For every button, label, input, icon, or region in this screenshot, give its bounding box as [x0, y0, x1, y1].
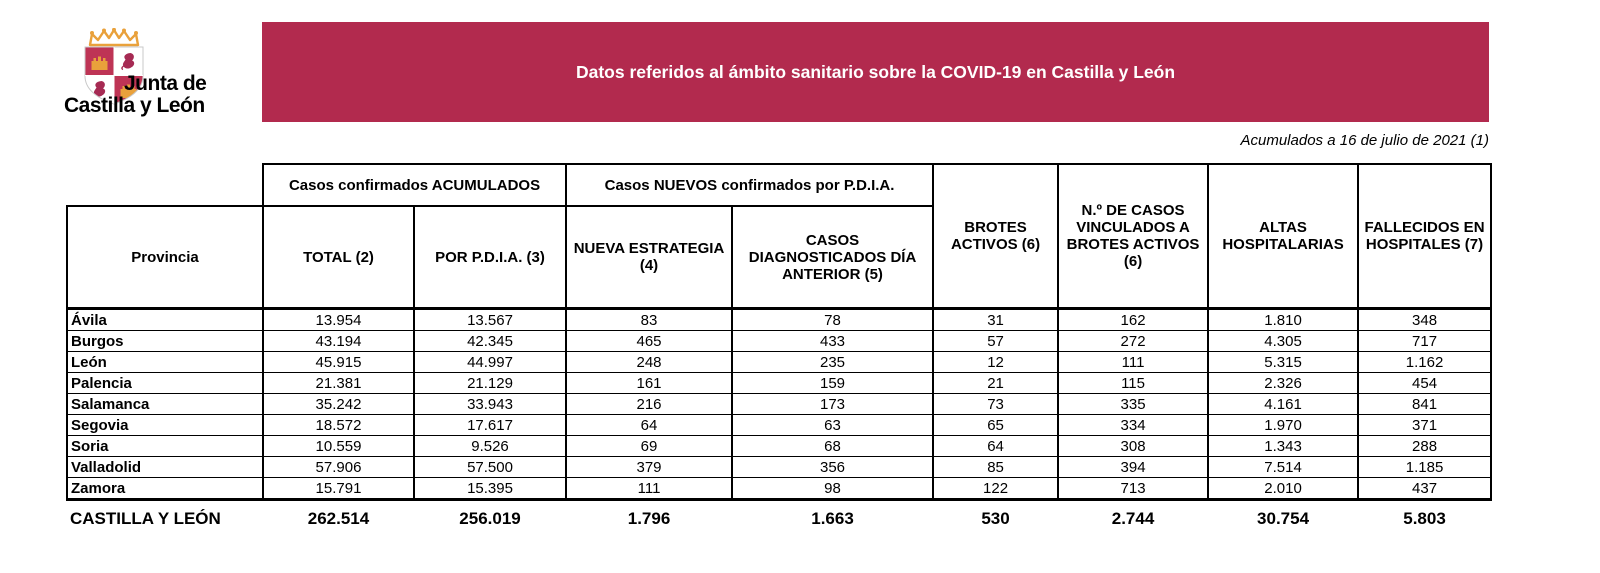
province-name: Valladolid — [67, 457, 263, 478]
cell-value: 83 — [566, 309, 732, 331]
cell-value: 216 — [566, 394, 732, 415]
province-name: Ávila — [67, 309, 263, 331]
cell-value: 13.954 — [263, 309, 414, 331]
cell-value: 248 — [566, 352, 732, 373]
cell-value: 1.185 — [1358, 457, 1491, 478]
group-header-new-pdia: Casos NUEVOS confirmados por P.D.I.A. — [566, 164, 933, 206]
cell-value: 10.559 — [263, 436, 414, 457]
cell-value: 437 — [1358, 478, 1491, 500]
cell-value: 15.395 — [414, 478, 566, 500]
cell-value: 1.162 — [1358, 352, 1491, 373]
junta-castilla-leon-logo — [62, 26, 242, 122]
totals-value: 2.744 — [1111, 509, 1155, 528]
cell-value: 713 — [1058, 478, 1208, 500]
cell-value: 4.161 — [1208, 394, 1358, 415]
cell-value: 42.345 — [414, 331, 566, 352]
cell-value: 21 — [933, 373, 1058, 394]
cell-value: 78 — [732, 309, 933, 331]
table-row — [67, 373, 1491, 394]
covid-data-table-wrapper — [66, 163, 1492, 529]
cell-value: 2.010 — [1208, 478, 1358, 500]
province-name: Salamanca — [67, 394, 263, 415]
cell-value: 465 — [566, 331, 732, 352]
cell-value: 17.617 — [414, 415, 566, 436]
cell-value: 7.514 — [1208, 457, 1358, 478]
cell-value: 73 — [933, 394, 1058, 415]
table-row — [67, 436, 1491, 457]
cell-value: 63 — [732, 415, 933, 436]
cell-value: 5.315 — [1208, 352, 1358, 373]
cell-value: 115 — [1058, 373, 1208, 394]
cell-value: 334 — [1058, 415, 1208, 436]
col-header-provincia: Provincia — [67, 206, 263, 309]
cell-value: 13.567 — [414, 309, 566, 331]
table-row — [67, 331, 1491, 352]
covid-data-table — [66, 163, 1492, 529]
cell-value: 98 — [732, 478, 933, 500]
cell-value: 35.242 — [263, 394, 414, 415]
cell-value: 348 — [1358, 309, 1491, 331]
cell-value: 69 — [566, 436, 732, 457]
cell-value: 1.343 — [1208, 436, 1358, 457]
cell-value: 12 — [933, 352, 1058, 373]
totals-value: 530 — [981, 509, 1010, 528]
cell-value: 21.381 — [263, 373, 414, 394]
cell-value: 379 — [566, 457, 732, 478]
totals-value: 1.796 — [627, 509, 671, 528]
col-header-casos-vinculados: N.º DE CASOS VINCULADOS A BROTES ACTIVOS (6) — [1058, 164, 1208, 309]
group-header-accumulated: Casos confirmados ACUMULADOS — [263, 164, 566, 206]
cell-value: 173 — [732, 394, 933, 415]
province-name: Soria — [67, 436, 263, 457]
totals-value: 262.514 — [307, 509, 370, 528]
col-header-brotes-activos: BROTES ACTIVOS (6) — [933, 164, 1058, 309]
col-header-altas-hospitalarias: ALTAS HOSPITALARIAS — [1208, 164, 1358, 309]
cell-value: 161 — [566, 373, 732, 394]
accumulated-date-note: Acumulados a 16 de julio de 2021 (1) — [1240, 132, 1489, 149]
cell-value: 717 — [1358, 331, 1491, 352]
cell-value: 64 — [933, 436, 1058, 457]
cell-value: 64 — [566, 415, 732, 436]
table-body — [67, 309, 1491, 500]
group-header-row — [67, 164, 1491, 206]
province-name: Burgos — [67, 331, 263, 352]
totals-label: CASTILLA Y LEÓN — [70, 509, 221, 528]
table-row — [67, 309, 1491, 331]
col-header-fallecidos: FALLECIDOS EN HOSPITALES (7) — [1358, 164, 1491, 309]
logo-text-line1: Junta de — [124, 72, 207, 95]
totals-value: 5.803 — [1403, 509, 1446, 528]
col-header-total: TOTAL (2) — [263, 206, 414, 309]
cell-value: 454 — [1358, 373, 1491, 394]
cell-value: 356 — [732, 457, 933, 478]
totals-value: 30.754 — [1257, 509, 1310, 528]
col-header-nueva-estrategia: NUEVA ESTRATEGIA (4) — [566, 206, 732, 309]
cell-value: 1.970 — [1208, 415, 1358, 436]
totals-value: 256.019 — [459, 509, 521, 528]
cell-value: 335 — [1058, 394, 1208, 415]
cell-value: 21.129 — [414, 373, 566, 394]
cell-value: 235 — [732, 352, 933, 373]
logo-text-line2: Castilla y León — [64, 94, 205, 117]
cell-value: 371 — [1358, 415, 1491, 436]
totals-value: 1.663 — [811, 509, 854, 528]
cell-value: 9.526 — [414, 436, 566, 457]
cell-value: 44.997 — [414, 352, 566, 373]
cell-value: 122 — [933, 478, 1058, 500]
cell-value: 288 — [1358, 436, 1491, 457]
totals-row — [67, 500, 1491, 530]
province-name: León — [67, 352, 263, 373]
cell-value: 45.915 — [263, 352, 414, 373]
table-row — [67, 394, 1491, 415]
cell-value: 68 — [732, 436, 933, 457]
table-row — [67, 415, 1491, 436]
table-row — [67, 457, 1491, 478]
table-row — [67, 352, 1491, 373]
cell-value: 15.791 — [263, 478, 414, 500]
cell-value: 33.943 — [414, 394, 566, 415]
cell-value: 1.810 — [1208, 309, 1358, 331]
cell-value: 43.194 — [263, 331, 414, 352]
cell-value: 111 — [1058, 352, 1208, 373]
cell-value: 57.500 — [414, 457, 566, 478]
cell-value: 272 — [1058, 331, 1208, 352]
cell-value: 4.305 — [1208, 331, 1358, 352]
title-banner — [262, 22, 1489, 122]
cell-value: 162 — [1058, 309, 1208, 331]
cell-value: 841 — [1358, 394, 1491, 415]
cell-value: 65 — [933, 415, 1058, 436]
cell-value: 394 — [1058, 457, 1208, 478]
province-name: Segovia — [67, 415, 263, 436]
cell-value: 31 — [933, 309, 1058, 331]
col-header-diagnosticados-dia-anterior: CASOS DIAGNOSTICADOS DÍA ANTERIOR (5) — [732, 206, 933, 309]
table-row — [67, 478, 1491, 500]
province-name: Zamora — [67, 478, 263, 500]
cell-value: 308 — [1058, 436, 1208, 457]
cell-value: 85 — [933, 457, 1058, 478]
cell-value: 159 — [732, 373, 933, 394]
page-title: Datos referidos al ámbito sanitario sobre la COVID-19 en Castilla y León — [575, 61, 1176, 82]
province-name: Palencia — [67, 373, 263, 394]
col-header-por-pdia: POR P.D.I.A. (3) — [414, 206, 566, 309]
cell-value: 57.906 — [263, 457, 414, 478]
cell-value: 18.572 — [263, 415, 414, 436]
cell-value: 2.326 — [1208, 373, 1358, 394]
corner-cell — [67, 164, 263, 206]
cell-value: 57 — [933, 331, 1058, 352]
cell-value: 433 — [732, 331, 933, 352]
cell-value: 111 — [566, 478, 732, 500]
